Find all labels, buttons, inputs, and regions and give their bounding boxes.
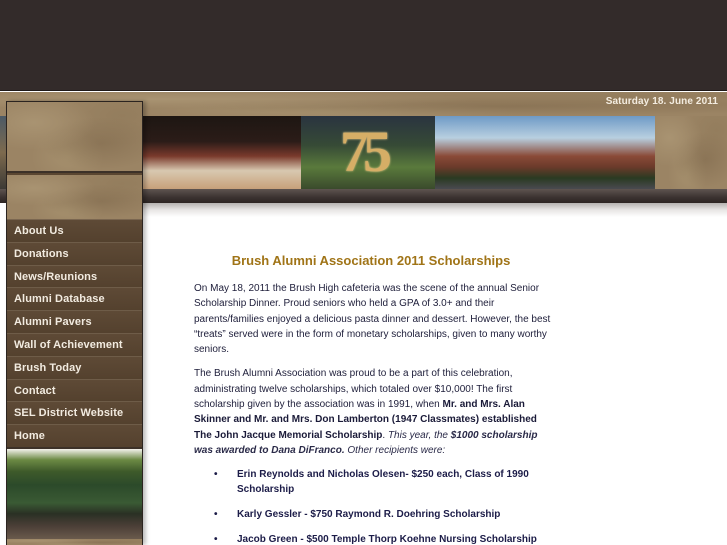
marching-band-photo [7, 447, 142, 539]
association-intro-text: The Brush Alumni Association was proud to be a part of this celebration, administrating twelve scholarships, which totaled over $10,000! The first scholarship given by the association was in 1991, when [194, 368, 513, 411]
list-item [194, 532, 554, 545]
sidebar [6, 101, 143, 545]
sidebar-logo-area [7, 102, 142, 173]
banner-right-texture [655, 116, 727, 189]
nav-donations[interactable]: Donations [7, 242, 142, 265]
bullet-icon: • [214, 509, 218, 521]
nav-brush-today[interactable]: Brush Today [7, 356, 142, 379]
content-top-shadow [143, 203, 727, 217]
recipient-text: Erin Reynolds and Nicholas Olesen- $250 each, Class of 1990 Scholarship [237, 469, 529, 496]
balloon-75-text: 75 [340, 119, 386, 184]
bullet-icon: • [214, 469, 218, 481]
this-year-text: This year, the [387, 429, 451, 441]
nav-about-us[interactable]: About Us [7, 219, 142, 242]
nav-news-reunions[interactable]: News/Reunions [7, 265, 142, 288]
founders-text: Mr. and Mrs. Alan Skinner and Mr. and Mrs. Don Lamberton (1947 Classmates) established The John Jacque Memorial Scholarship [194, 399, 537, 441]
nav-alumni-pavers[interactable]: Alumni Pavers [7, 310, 142, 333]
recipient-text: Karly Gessler - $750 Raymond R. Doehring Scholarship [237, 509, 501, 521]
list-item [194, 507, 554, 522]
list-item [194, 467, 554, 497]
recipients-list [194, 467, 554, 545]
nav-home[interactable]: Home [7, 424, 142, 447]
association-paragraph [194, 366, 554, 458]
nav-sel-district-website[interactable]: SEL District Website [7, 401, 142, 424]
sidebar-texture-block [7, 175, 142, 219]
nav-contact[interactable]: Contact [7, 379, 142, 402]
punctuation-text: . [382, 429, 388, 441]
top-dark-bar [0, 0, 727, 91]
nav-alumni-database[interactable]: Alumni Database [7, 287, 142, 310]
bullet-icon: • [214, 534, 218, 545]
school-building-photo [435, 116, 655, 189]
main-content [194, 253, 554, 545]
recipient-text: Jacob Green - $500 Temple Thorp Koehne Nursing Scholarship [237, 534, 537, 545]
other-recipients-text: Other recipients were: [344, 444, 446, 456]
sidebar-nav [7, 219, 142, 447]
theater-cast-photo [143, 116, 301, 189]
award-text: $1000 scholarship was awarded to Dana DiFranco. [194, 429, 538, 456]
page-title: Brush Alumni Association 2011 Scholarships [231, 253, 511, 268]
intro-paragraph: On May 18, 2011 the Brush High cafeteria was the scene of the annual Senior Scholarship Dinner. Proud seniors who held a GPA of 3.0+ and their parents/families enjoyed a delicious pasta dinner and dessert. However, the best “treats” served were in the form of monetary scholarships, given to many worthy seniors. [194, 283, 551, 356]
current-date: Saturday 18. June 2011 [605, 96, 718, 107]
nav-wall-of-achievement[interactable]: Wall of Achievement [7, 333, 142, 356]
sidebar-bottom-texture [7, 539, 142, 545]
